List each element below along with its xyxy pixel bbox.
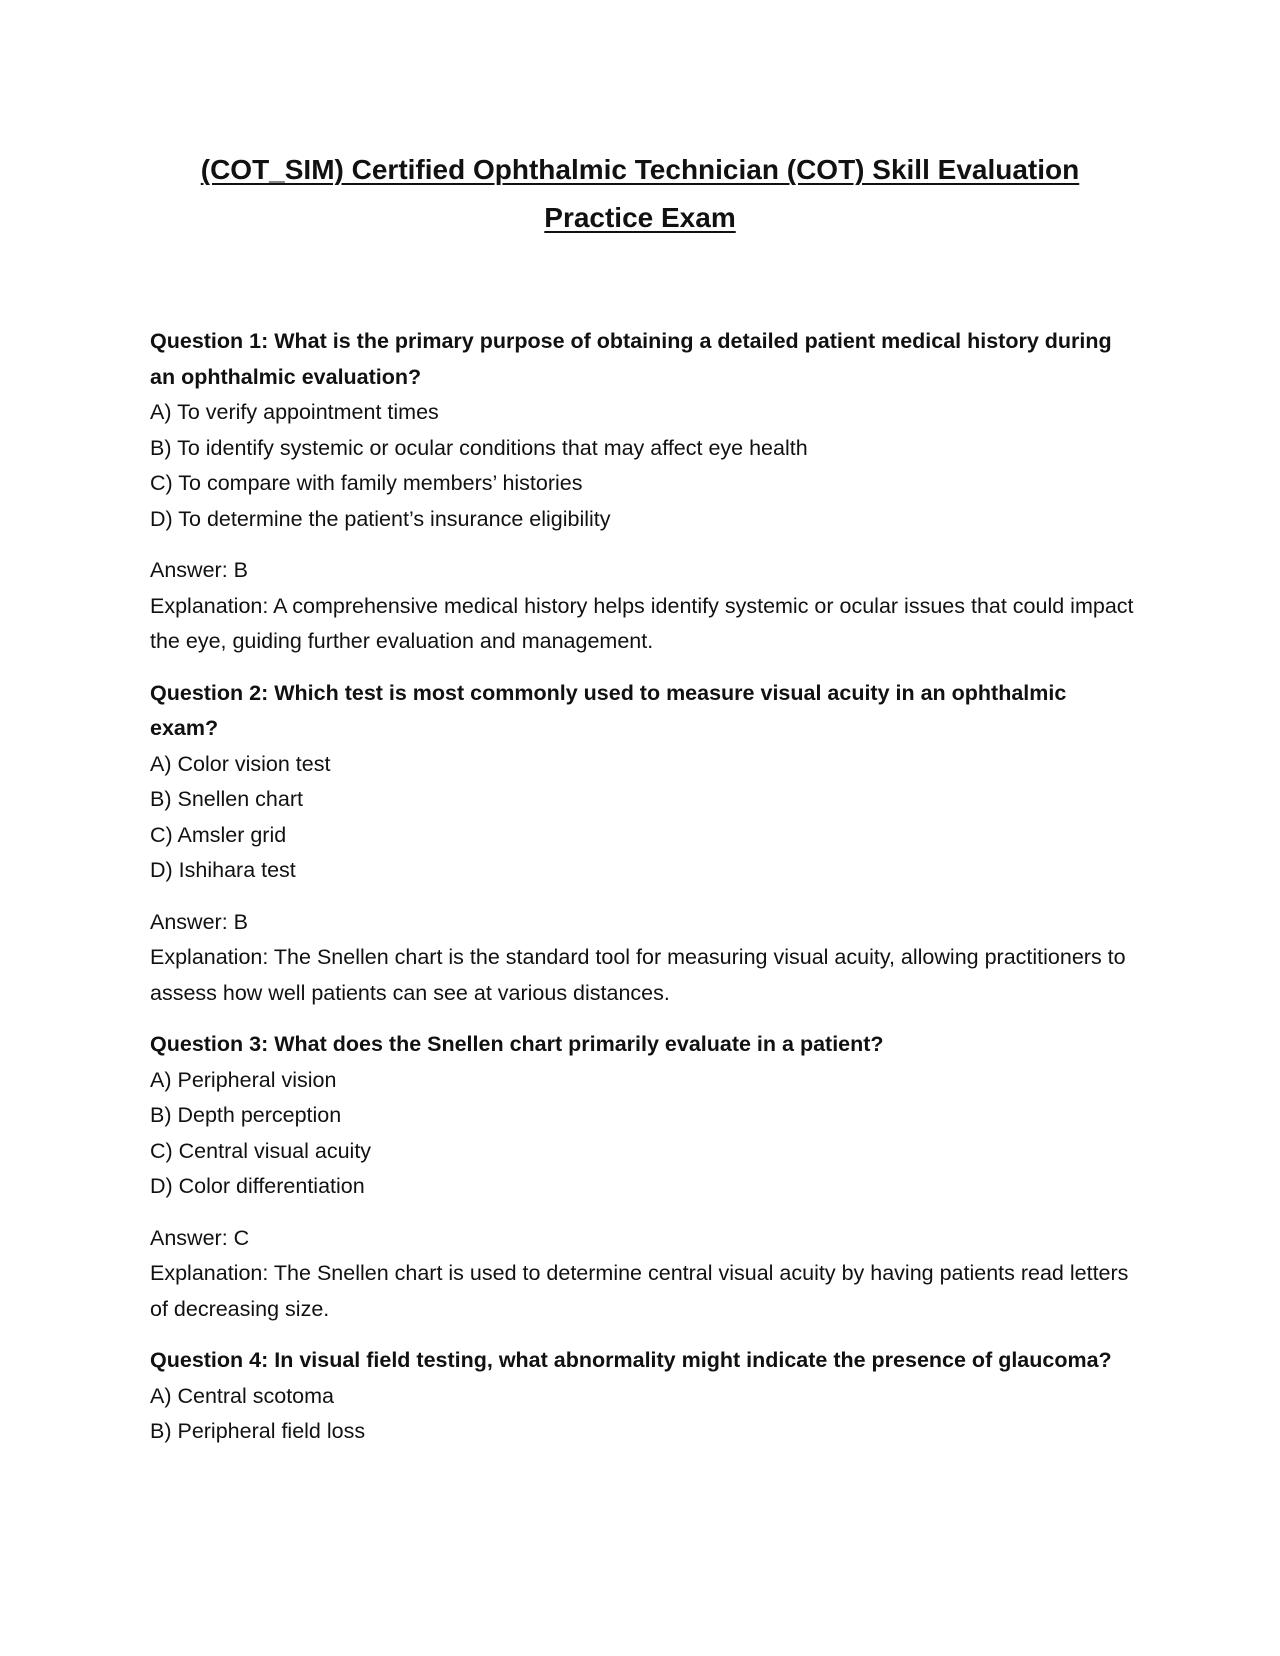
option-c: C) Amsler grid <box>150 822 287 847</box>
option-a: A) Color vision test <box>150 751 331 776</box>
question-block-2 <box>150 676 1140 1012</box>
option-b: B) Depth perception <box>150 1103 342 1127</box>
answer-text: Answer: B <box>150 558 248 582</box>
explanation-text: Explanation: The Snellen chart is the standard tool for measuring visual acuity, allowing practitioners to assess how well patients can see at various distances. <box>150 945 1126 1005</box>
title-line-1: (COT_SIM) Certified Ophthalmic Technician (COT) Skill Evaluation <box>200 154 1080 185</box>
question-text: Question 2: Which test is most commonly used to measure visual acuity in an ophthalmic exam? <box>150 680 1067 740</box>
question-block-1 <box>150 324 1140 660</box>
explanation-text: Explanation: A comprehensive medical history helps identify systemic or ocular issues that could impact the eye, guiding further evaluation and management. <box>150 593 1134 653</box>
title-line-2: Practice Exam <box>544 202 736 233</box>
option-d: D) Color differentiation <box>150 1174 365 1198</box>
option-a: A) Peripheral vision <box>150 1067 337 1092</box>
option-b: B) Snellen chart <box>150 787 303 811</box>
answer-text: Answer: C <box>150 1225 250 1250</box>
explanation-text: Explanation: The Snellen chart is used to determine central visual acuity by having patients read letters of decreasing size. <box>150 1261 1129 1321</box>
option-d: D) To determine the patient’s insurance eligibility <box>150 506 611 531</box>
question-block-3 <box>150 1027 1140 1327</box>
option-c: C) Central visual acuity <box>150 1138 372 1163</box>
question-block-4 <box>150 1343 1140 1450</box>
option-b: B) Peripheral field loss <box>150 1419 366 1443</box>
option-b: B) To identify systemic or ocular conditions that may affect eye health <box>150 435 808 460</box>
question-text: Question 3: What does the Snellen chart primarily evaluate in a patient? <box>150 1032 884 1056</box>
question-list <box>150 324 1140 1450</box>
question-text: Question 1: What is the primary purpose of obtaining a detailed patient medical history during an ophthalmic evaluation? <box>150 329 1112 389</box>
option-a: A) Central scotoma <box>150 1383 335 1408</box>
option-c: C) To compare with family members’ histories <box>150 471 583 495</box>
option-d: D) Ishihara test <box>150 858 296 882</box>
option-a: A) To verify appointment times <box>150 400 439 424</box>
question-text: Question 4: In visual field testing, what abnormality might indicate the presence of glaucoma? <box>150 1348 1112 1372</box>
answer-text: Answer: B <box>150 909 248 934</box>
document-title <box>150 146 1130 242</box>
